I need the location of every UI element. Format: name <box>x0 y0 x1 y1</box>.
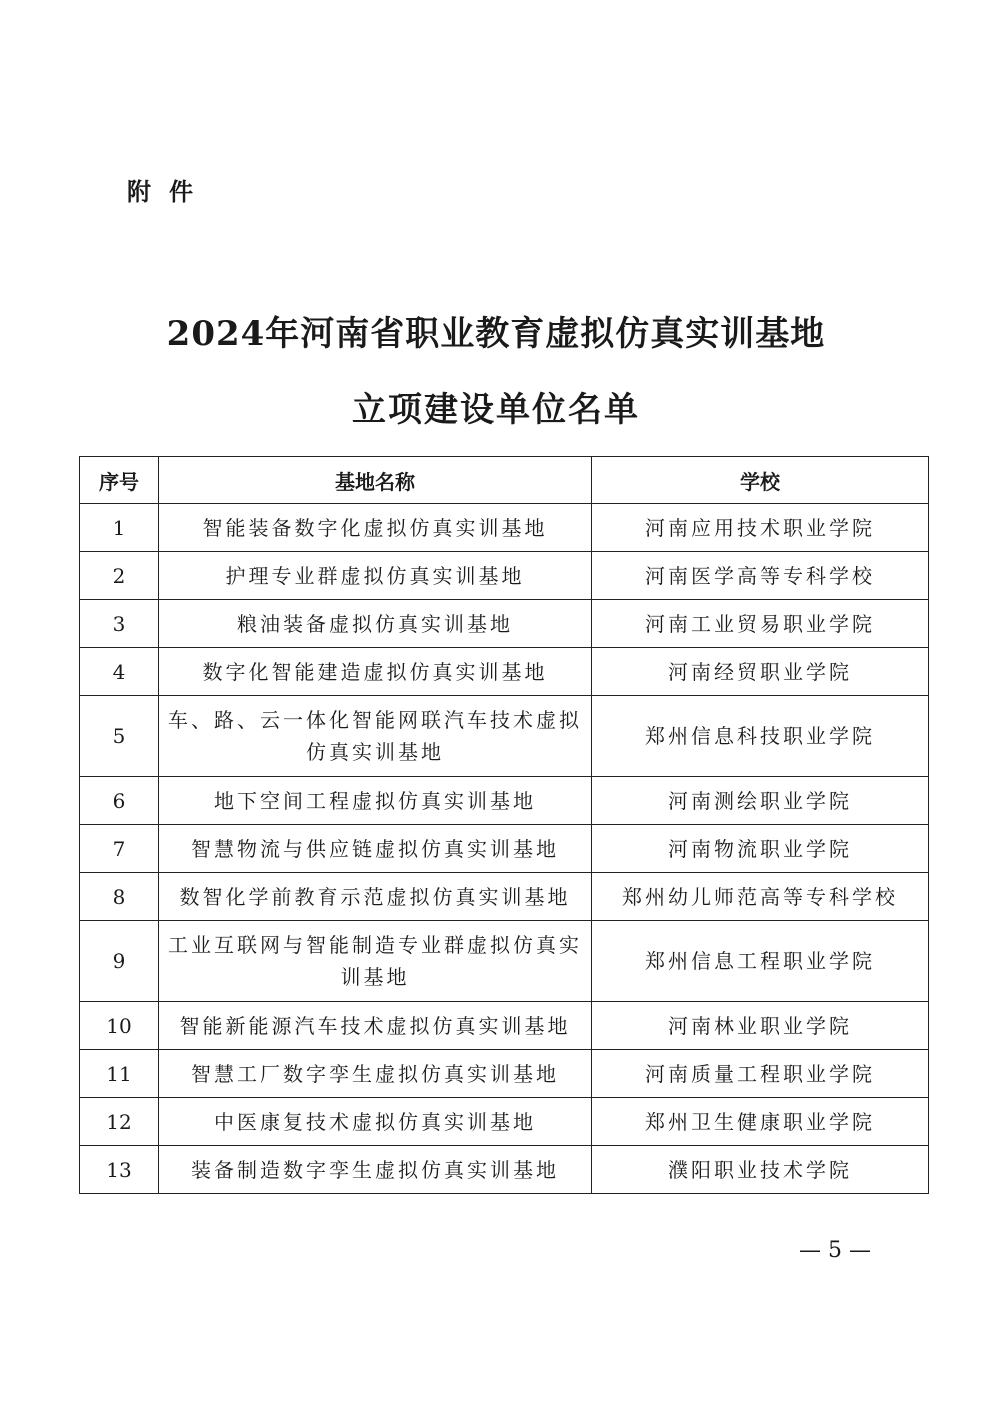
row-school: 河南物流职业学院 <box>592 825 929 873</box>
table-row <box>80 777 929 825</box>
attachment-label: 附件 <box>127 178 211 206</box>
table-row <box>80 696 929 777</box>
header-school: 学校 <box>592 457 929 504</box>
row-school: 河南医学高等专科学校 <box>592 552 929 600</box>
table-row <box>80 648 929 696</box>
row-school: 郑州信息科技职业学院 <box>592 696 929 777</box>
table-row <box>80 1002 929 1050</box>
table-row <box>80 1146 929 1194</box>
row-base-name: 数字化智能建造虚拟仿真实训基地 <box>159 648 592 696</box>
row-school: 河南测绘职业学院 <box>592 777 929 825</box>
table-row <box>80 1098 929 1146</box>
row-index: 1 <box>80 504 159 552</box>
row-base-name: 智能装备数字化虚拟仿真实训基地 <box>159 504 592 552</box>
row-index: 12 <box>80 1098 159 1146</box>
page-number: — 5 — <box>799 1238 871 1263</box>
row-base-name: 智慧工厂数字孪生虚拟仿真实训基地 <box>159 1050 592 1098</box>
row-base-name: 护理专业群虚拟仿真实训基地 <box>159 552 592 600</box>
row-index: 10 <box>80 1002 159 1050</box>
table-row <box>80 921 929 1002</box>
table-header-row <box>80 457 929 504</box>
row-index: 11 <box>80 1050 159 1098</box>
table-row <box>80 552 929 600</box>
row-base-name: 智慧物流与供应链虚拟仿真实训基地 <box>159 825 592 873</box>
base-list-table <box>79 456 929 1194</box>
row-base-name: 装备制造数字孪生虚拟仿真实训基地 <box>159 1146 592 1194</box>
row-base-name: 数智化学前教育示范虚拟仿真实训基地 <box>159 873 592 921</box>
row-index: 8 <box>80 873 159 921</box>
row-index: 5 <box>80 696 159 777</box>
table-row <box>80 600 929 648</box>
row-school: 河南经贸职业学院 <box>592 648 929 696</box>
row-index: 2 <box>80 552 159 600</box>
row-index: 13 <box>80 1146 159 1194</box>
row-base-name: 车、路、云一体化智能网联汽车技术虚拟仿真实训基地 <box>159 696 592 777</box>
row-index: 9 <box>80 921 159 1002</box>
row-base-name: 中医康复技术虚拟仿真实训基地 <box>159 1098 592 1146</box>
table-row <box>80 504 929 552</box>
row-school: 河南应用技术职业学院 <box>592 504 929 552</box>
row-base-name: 智能新能源汽车技术虚拟仿真实训基地 <box>159 1002 592 1050</box>
row-school: 河南质量工程职业学院 <box>592 1050 929 1098</box>
table-row <box>80 1050 929 1098</box>
row-base-name: 工业互联网与智能制造专业群虚拟仿真实训基地 <box>159 921 592 1002</box>
document-title-line-2: 立项建设单位名单 <box>352 390 640 430</box>
row-index: 7 <box>80 825 159 873</box>
row-index: 4 <box>80 648 159 696</box>
document-title-line-1: 2024年河南省职业教育虚拟仿真实训基地 <box>166 314 826 354</box>
row-school: 郑州幼儿师范高等专科学校 <box>592 873 929 921</box>
row-school: 河南林业职业学院 <box>592 1002 929 1050</box>
header-base-name: 基地名称 <box>159 457 592 504</box>
table-row <box>80 873 929 921</box>
row-school: 河南工业贸易职业学院 <box>592 600 929 648</box>
row-index: 6 <box>80 777 159 825</box>
row-base-name: 粮油装备虚拟仿真实训基地 <box>159 600 592 648</box>
table-row <box>80 825 929 873</box>
row-index: 3 <box>80 600 159 648</box>
row-school: 郑州卫生健康职业学院 <box>592 1098 929 1146</box>
header-index: 序号 <box>80 457 159 504</box>
row-school: 郑州信息工程职业学院 <box>592 921 929 1002</box>
row-school: 濮阳职业技术学院 <box>592 1146 929 1194</box>
row-base-name: 地下空间工程虚拟仿真实训基地 <box>159 777 592 825</box>
